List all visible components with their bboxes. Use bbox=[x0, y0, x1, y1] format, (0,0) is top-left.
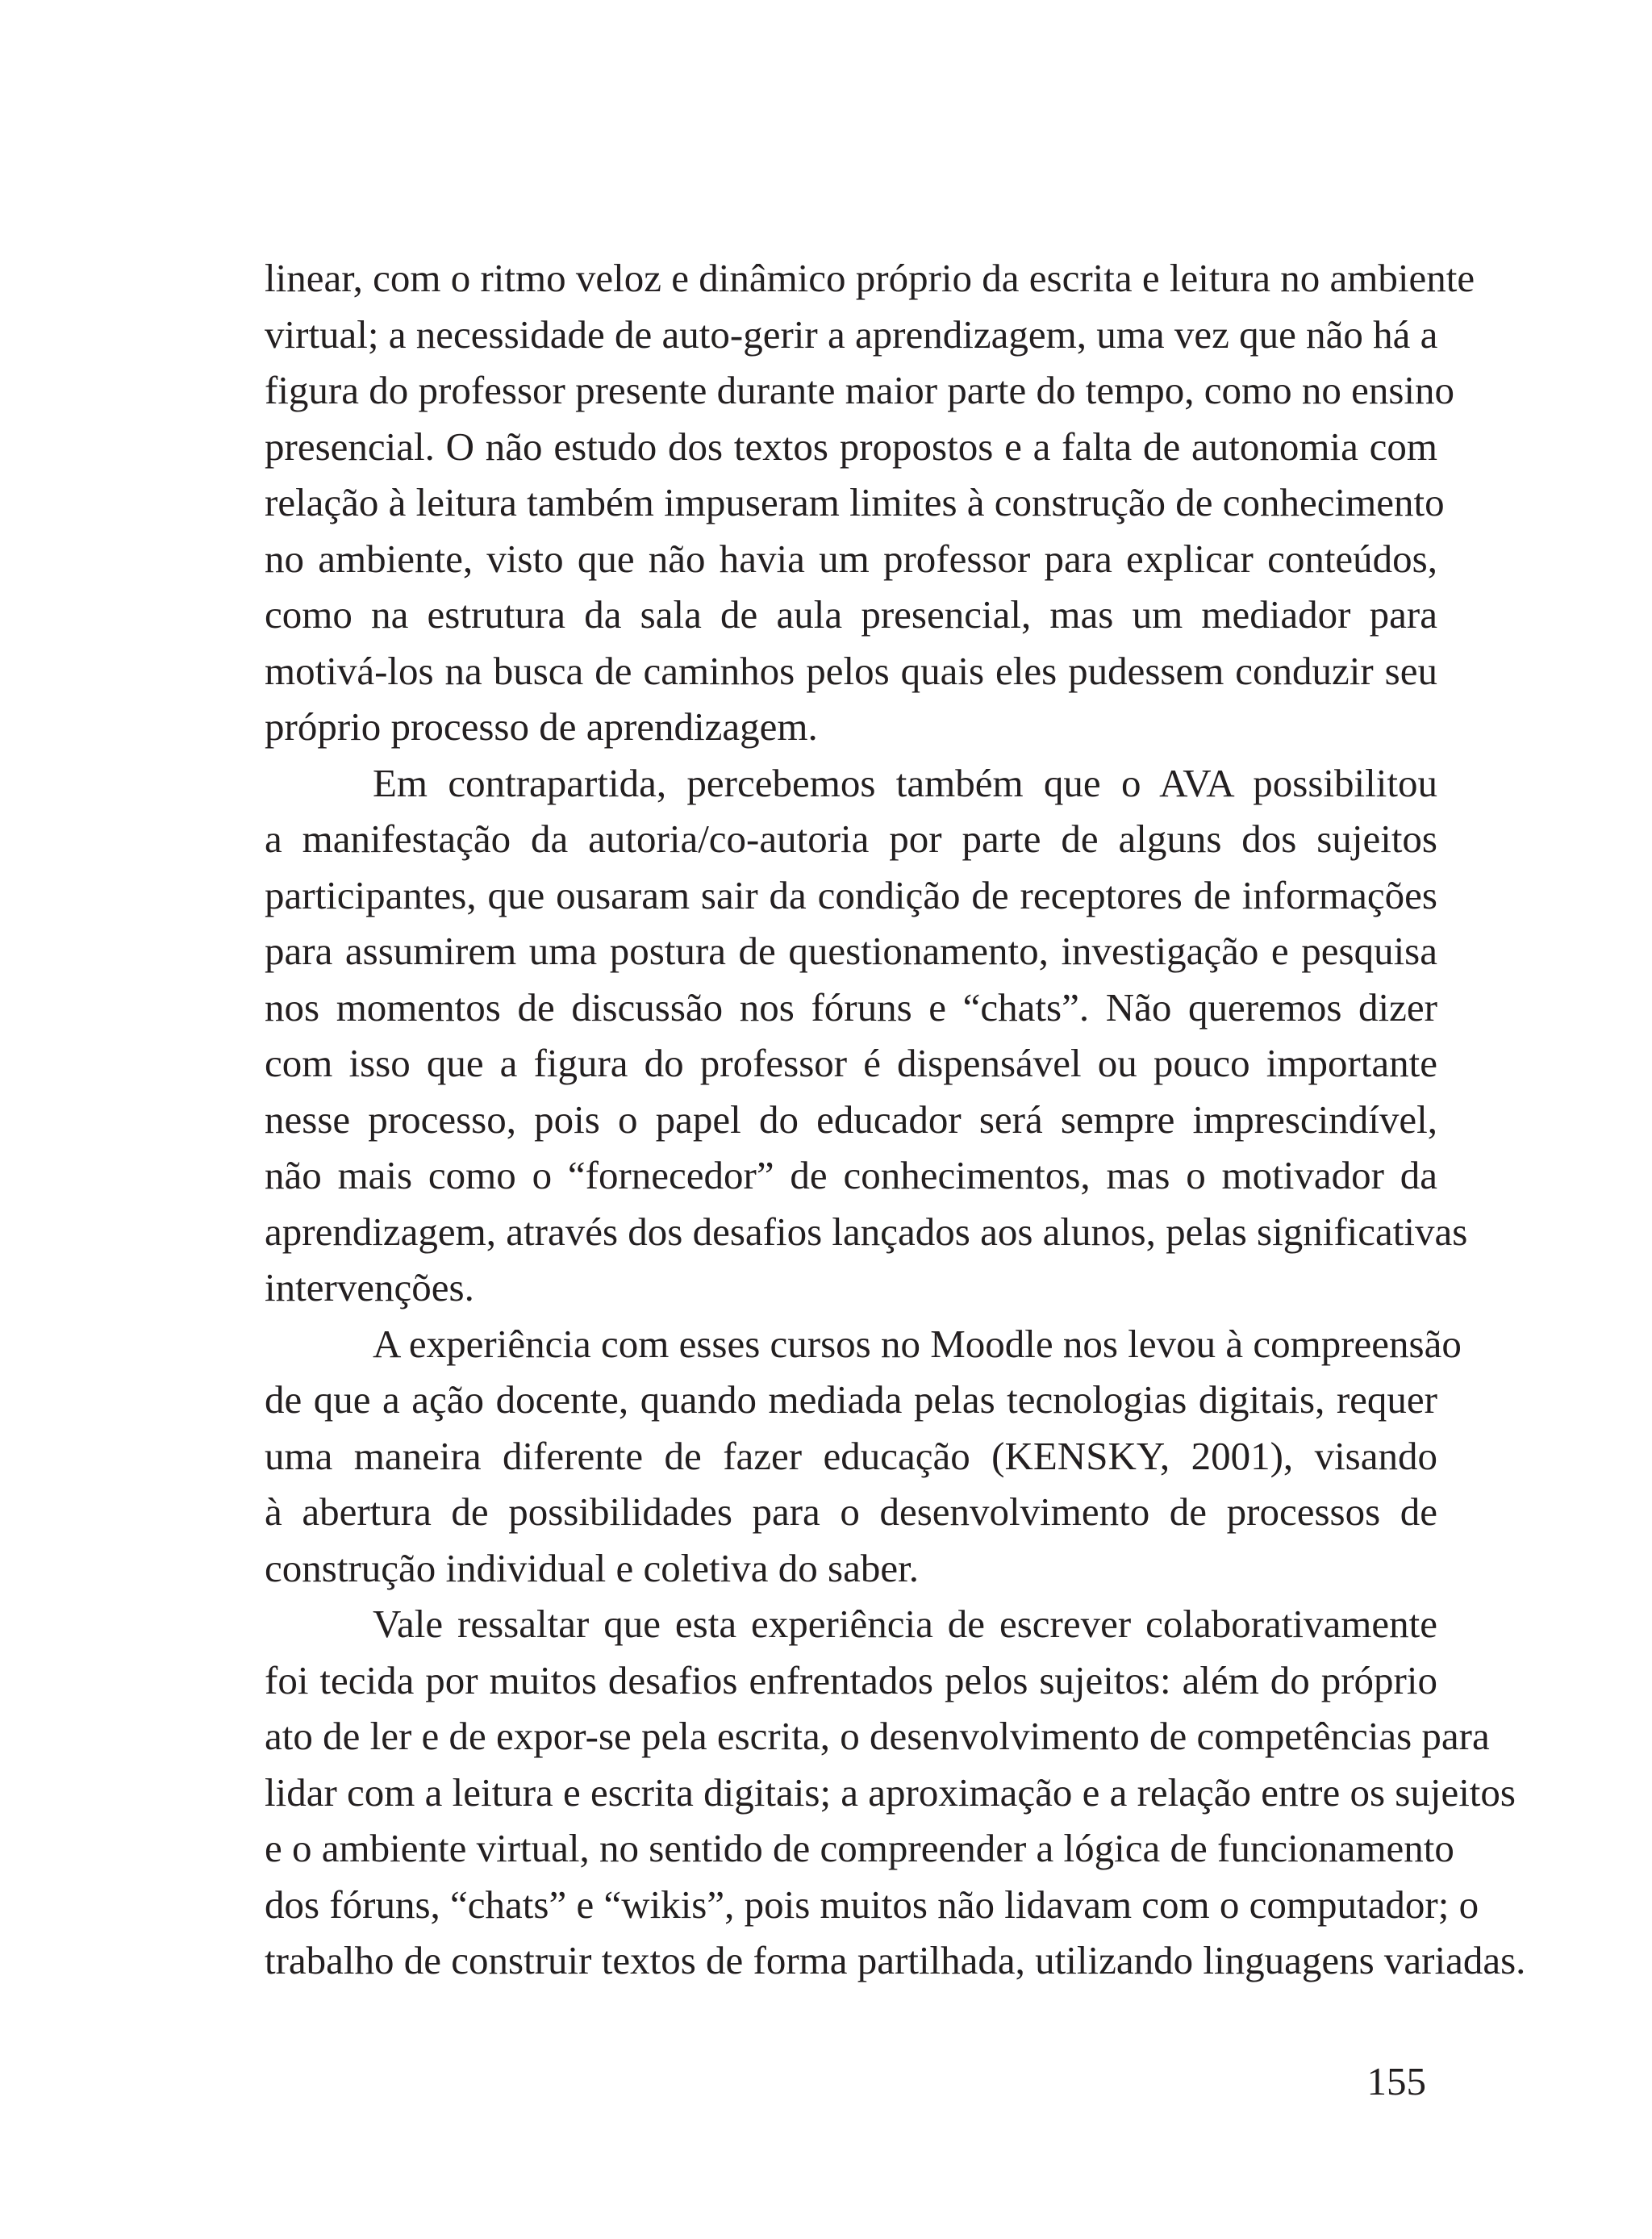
paragraph-2 bbox=[265, 755, 1468, 1316]
text-line: figura do professor presente durante maior parte do tempo, como no ensino bbox=[265, 368, 1455, 412]
text-line: e o ambiente virtual, no sentido de compreender a lógica de funcionamento bbox=[265, 1826, 1454, 1870]
text-line: a manifestação da autoria/co-autoria por parte de alguns dos sujeitos bbox=[265, 817, 1437, 861]
text-line: à abertura de possibilidades para o desenvolvimento de processos de bbox=[265, 1489, 1437, 1534]
text-line: para assumirem uma postura de questionamento, investigação e pesquisa bbox=[265, 929, 1437, 973]
text-line: presencial. O não estudo dos textos propostos e a falta de autonomia com bbox=[265, 424, 1437, 469]
text-line: com isso que a figura do professor é dispensável ou pouco importante bbox=[265, 1041, 1437, 1085]
text-line: uma maneira diferente de fazer educação (KENSKY, 2001), visando bbox=[265, 1433, 1437, 1478]
text-line: aprendizagem, através dos desafios lançados aos alunos, pelas significativas bbox=[265, 1209, 1468, 1254]
text-line: relação à leitura também impuseram limites à construção de conhecimento bbox=[265, 480, 1445, 524]
text-line: A experiência com esses cursos no Moodle nos levou à compreensão bbox=[373, 1321, 1462, 1366]
text-line: intervenções. bbox=[265, 1265, 474, 1310]
paragraph-4 bbox=[265, 1596, 1526, 1989]
text-line: de que a ação docente, quando mediada pelas tecnologias digitais, requer bbox=[265, 1377, 1437, 1422]
page-number: 155 bbox=[1366, 2059, 1426, 2103]
text-line: nos momentos de discussão nos fóruns e “chats”. Não queremos dizer bbox=[265, 984, 1437, 1030]
text-line: ato de ler e de expor-se pela escrita, o desenvolvimento de competências para bbox=[265, 1714, 1490, 1758]
text-line: virtual; a necessidade de auto-gerir a aprendizagem, uma vez que não há a bbox=[265, 311, 1438, 357]
text-line: linear, com o ritmo veloz e dinâmico próprio da escrita e leitura no ambiente bbox=[265, 256, 1475, 300]
text-line: próprio processo de aprendizagem. bbox=[265, 704, 818, 749]
text-line: construção individual e coletiva do saber. bbox=[265, 1545, 919, 1590]
text-line: participantes, que ousaram sair da condição de receptores de informações bbox=[265, 872, 1437, 917]
text-line: motivá-los na busca de caminhos pelos quais eles pudessem conduzir seu bbox=[265, 648, 1437, 693]
paragraph-3 bbox=[265, 1316, 1462, 1597]
text-line: dos fóruns, “chats” e “wikis”, pois muitos não lidavam com o computador; o bbox=[265, 1882, 1479, 1927]
text-line: lidar com a leitura e escrita digitais; a aproximação e a relação entre os sujeitos bbox=[265, 1769, 1516, 1815]
text-line: trabalho de construir textos de forma partilhada, utilizando linguagens variadas. bbox=[265, 1938, 1526, 1982]
text-line: não mais como o “fornecedor” de conhecimentos, mas o motivador da bbox=[265, 1153, 1437, 1197]
text-line: Vale ressaltar que esta experiência de escrever colaborativamente bbox=[373, 1602, 1437, 1646]
text-line: nesse processo, pois o papel do educador será sempre imprescindível, bbox=[265, 1097, 1437, 1142]
text-line: como na estrutura da sala de aula presencial, mas um mediador para bbox=[265, 592, 1437, 637]
text-line: foi tecida por muitos desafios enfrentados pelos sujeitos: além do próprio bbox=[265, 1657, 1437, 1702]
paragraph-1 bbox=[265, 250, 1475, 755]
text-line: no ambiente, visto que não havia um professor para explicar conteúdos, bbox=[265, 536, 1437, 581]
text-line: Em contrapartida, percebemos também que o AVA possibilitou bbox=[373, 760, 1437, 805]
body-text bbox=[265, 250, 1526, 1989]
